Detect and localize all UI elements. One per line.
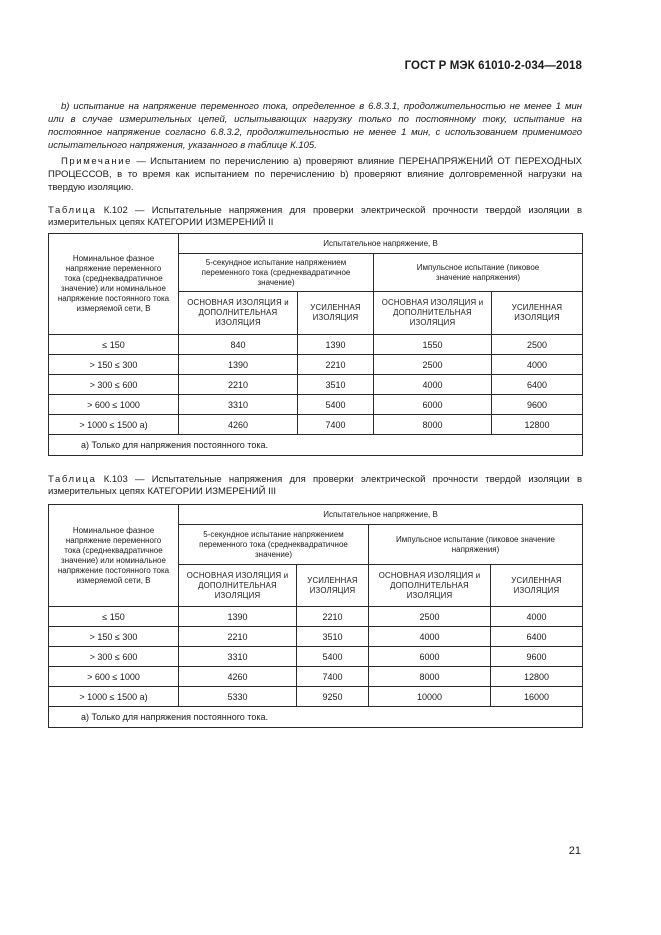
- table-row: [49, 647, 583, 667]
- value-cell: 6000: [369, 647, 491, 667]
- value-cell: 4260: [179, 415, 298, 435]
- voltage-cell: ≤ 150: [49, 335, 179, 355]
- value-cell: 1390: [298, 335, 374, 355]
- value-cell: 9250: [297, 687, 369, 707]
- value-cell: 9600: [491, 647, 583, 667]
- value-cell: 2210: [297, 607, 369, 627]
- table-footnote: а) Только для напряжения постоянного тока.: [49, 707, 583, 728]
- col-reinforced-insulation: УСИЛЕННАЯ ИЗОЛЯЦИЯ: [297, 565, 369, 607]
- table-row: [49, 395, 583, 415]
- table-k102-caption: [48, 205, 582, 229]
- note-label: Примечание: [61, 155, 132, 167]
- table-row: [49, 627, 583, 647]
- value-cell: 840: [179, 335, 298, 355]
- col-basic-insulation: ОСНОВНАЯ ИЗОЛЯЦИЯ и ДОПОЛНИТЕЛЬНАЯ ИЗОЛЯЦИЯ: [369, 565, 491, 607]
- standard-designation: ГОСТ Р МЭК 61010-2-034—2018: [404, 60, 582, 72]
- col-basic-insulation: ОСНОВНАЯ ИЗОЛЯЦИЯ и ДОПОЛНИТЕЛЬНАЯ ИЗОЛЯЦИЯ: [179, 565, 297, 607]
- test-voltage-header: Испытательное напряжение, В: [179, 505, 583, 525]
- row-header: Номинальное фазное напряжение переменного тока (среднеквадратичное значение) или номинальное напряжение постоянного тока измеряемой сети, В: [49, 234, 179, 335]
- value-cell: 2500: [374, 355, 492, 375]
- impulse-test-group-header: Импульсное испытание (пиковое значение напряжения): [369, 525, 583, 565]
- voltage-cell: > 1000 ≤ 1500 а): [49, 687, 179, 707]
- ac-test-group-header: 5-секундное испытание напряжением переменного тока (среднеквадратичное значение): [179, 525, 369, 565]
- value-cell: 2210: [179, 375, 298, 395]
- table-k103: [48, 504, 583, 728]
- table-k102: [48, 233, 583, 456]
- value-cell: 10000: [369, 687, 491, 707]
- table-label: Таблица: [48, 474, 97, 485]
- value-cell: 3310: [179, 647, 297, 667]
- col-reinforced-insulation: УСИЛЕННАЯ ИЗОЛЯЦИЯ: [492, 292, 583, 335]
- value-cell: 7400: [298, 415, 374, 435]
- table-row: [49, 607, 583, 627]
- value-cell: 4000: [369, 627, 491, 647]
- voltage-cell: > 300 ≤ 600: [49, 647, 179, 667]
- table-caption-text: К.102 — Испытательные напряжения для проверки электрической прочности твердой изоляции в измерительных цепях КАТЕГОРИИ ИЗМЕРЕНИЙ II: [48, 205, 582, 228]
- value-cell: 8000: [374, 415, 492, 435]
- col-basic-insulation: ОСНОВНАЯ ИЗОЛЯЦИЯ и ДОПОЛНИТЕЛЬНАЯ ИЗОЛЯЦИЯ: [374, 292, 492, 335]
- table-k103-caption: [48, 474, 582, 498]
- table-row: [49, 687, 583, 707]
- value-cell: 9600: [492, 395, 583, 415]
- col-reinforced-insulation: УСИЛЕННАЯ ИЗОЛЯЦИЯ: [298, 292, 374, 335]
- col-reinforced-insulation: УСИЛЕННАЯ ИЗОЛЯЦИЯ: [491, 565, 583, 607]
- value-cell: 6000: [374, 395, 492, 415]
- col-basic-insulation: ОСНОВНАЯ ИЗОЛЯЦИЯ и ДОПОЛНИТЕЛЬНАЯ ИЗОЛЯЦИЯ: [179, 292, 298, 335]
- value-cell: 1390: [179, 607, 297, 627]
- page-number: 21: [568, 845, 581, 857]
- value-cell: 12800: [492, 415, 583, 435]
- note-paragraph: [48, 155, 582, 194]
- table-row: [49, 355, 583, 375]
- table-row: [49, 335, 583, 355]
- voltage-cell: ≤ 150: [49, 607, 179, 627]
- voltage-cell: > 150 ≤ 300: [49, 355, 179, 375]
- voltage-cell: > 600 ≤ 1000: [49, 667, 179, 687]
- value-cell: 4000: [492, 355, 583, 375]
- value-cell: 3510: [297, 627, 369, 647]
- value-cell: 4260: [179, 667, 297, 687]
- value-cell: 2210: [298, 355, 374, 375]
- value-cell: 5400: [297, 647, 369, 667]
- value-cell: 1390: [179, 355, 298, 375]
- value-cell: 7400: [297, 667, 369, 687]
- test-voltage-header: Испытательное напряжение, В: [179, 234, 583, 254]
- value-cell: 1550: [374, 335, 492, 355]
- voltage-cell: > 150 ≤ 300: [49, 627, 179, 647]
- ac-test-group-header: 5-секундное испытание напряжением переменного тока (среднеквадратичное значение): [179, 254, 374, 292]
- impulse-test-group-header: Импульсное испытание (пиковое значение напряжения): [374, 254, 583, 292]
- voltage-cell: > 600 ≤ 1000: [49, 395, 179, 415]
- value-cell: 3510: [298, 375, 374, 395]
- value-cell: 2500: [492, 335, 583, 355]
- value-cell: 5400: [298, 395, 374, 415]
- table-caption-text: К.103 — Испытательные напряжения для проверки электрической прочности твердой изоляции в измерительных цепях КАТЕГОРИИ ИЗМЕРЕНИЙ III: [48, 474, 582, 497]
- value-cell: 2500: [369, 607, 491, 627]
- table-footnote: а) Только для напряжения постоянного тока.: [49, 435, 583, 456]
- value-cell: 8000: [369, 667, 491, 687]
- note-text: — Испытанием по перечислению а) проверяют влияние ПЕРЕНАПРЯЖЕНИЙ ОТ ПЕРЕХОДНЫХ ПРОЦЕССОВ, в то время как испытанием по перечислению b) проверяют влияние долговременной нагрузки на твердую изоляцию.: [48, 155, 582, 193]
- voltage-cell: > 1000 ≤ 1500 а): [49, 415, 179, 435]
- value-cell: 16000: [491, 687, 583, 707]
- table-row: [49, 375, 583, 395]
- value-cell: 6400: [491, 627, 583, 647]
- value-cell: 12800: [491, 667, 583, 687]
- table-row: [49, 667, 583, 687]
- row-header: Номинальное фазное напряжение переменного тока (среднеквадратичное значение) или номинальное напряжение постоянного тока измеряемой сети, В: [49, 505, 179, 607]
- table-row: [49, 415, 583, 435]
- value-cell: 6400: [492, 375, 583, 395]
- value-cell: 2210: [179, 627, 297, 647]
- table-label: Таблица: [48, 205, 97, 216]
- value-cell: 3310: [179, 395, 298, 415]
- value-cell: 5330: [179, 687, 297, 707]
- value-cell: 4000: [374, 375, 492, 395]
- voltage-cell: > 300 ≤ 600: [49, 375, 179, 395]
- value-cell: 4000: [491, 607, 583, 627]
- paragraph-b: b) испытание на напряжение переменного тока, определенное в 6.8.3.1, продолжительностью не менее 1 мин или в случае измерительных цепей, испытывающих нагрузку только по постоянному току, испытание на постоянное напряжение согласно 6.8.3.2, продолжительностью не менее 1 мин, с использованием применимого испытательного напряжения, указанного в таблице К.105.: [48, 100, 582, 151]
